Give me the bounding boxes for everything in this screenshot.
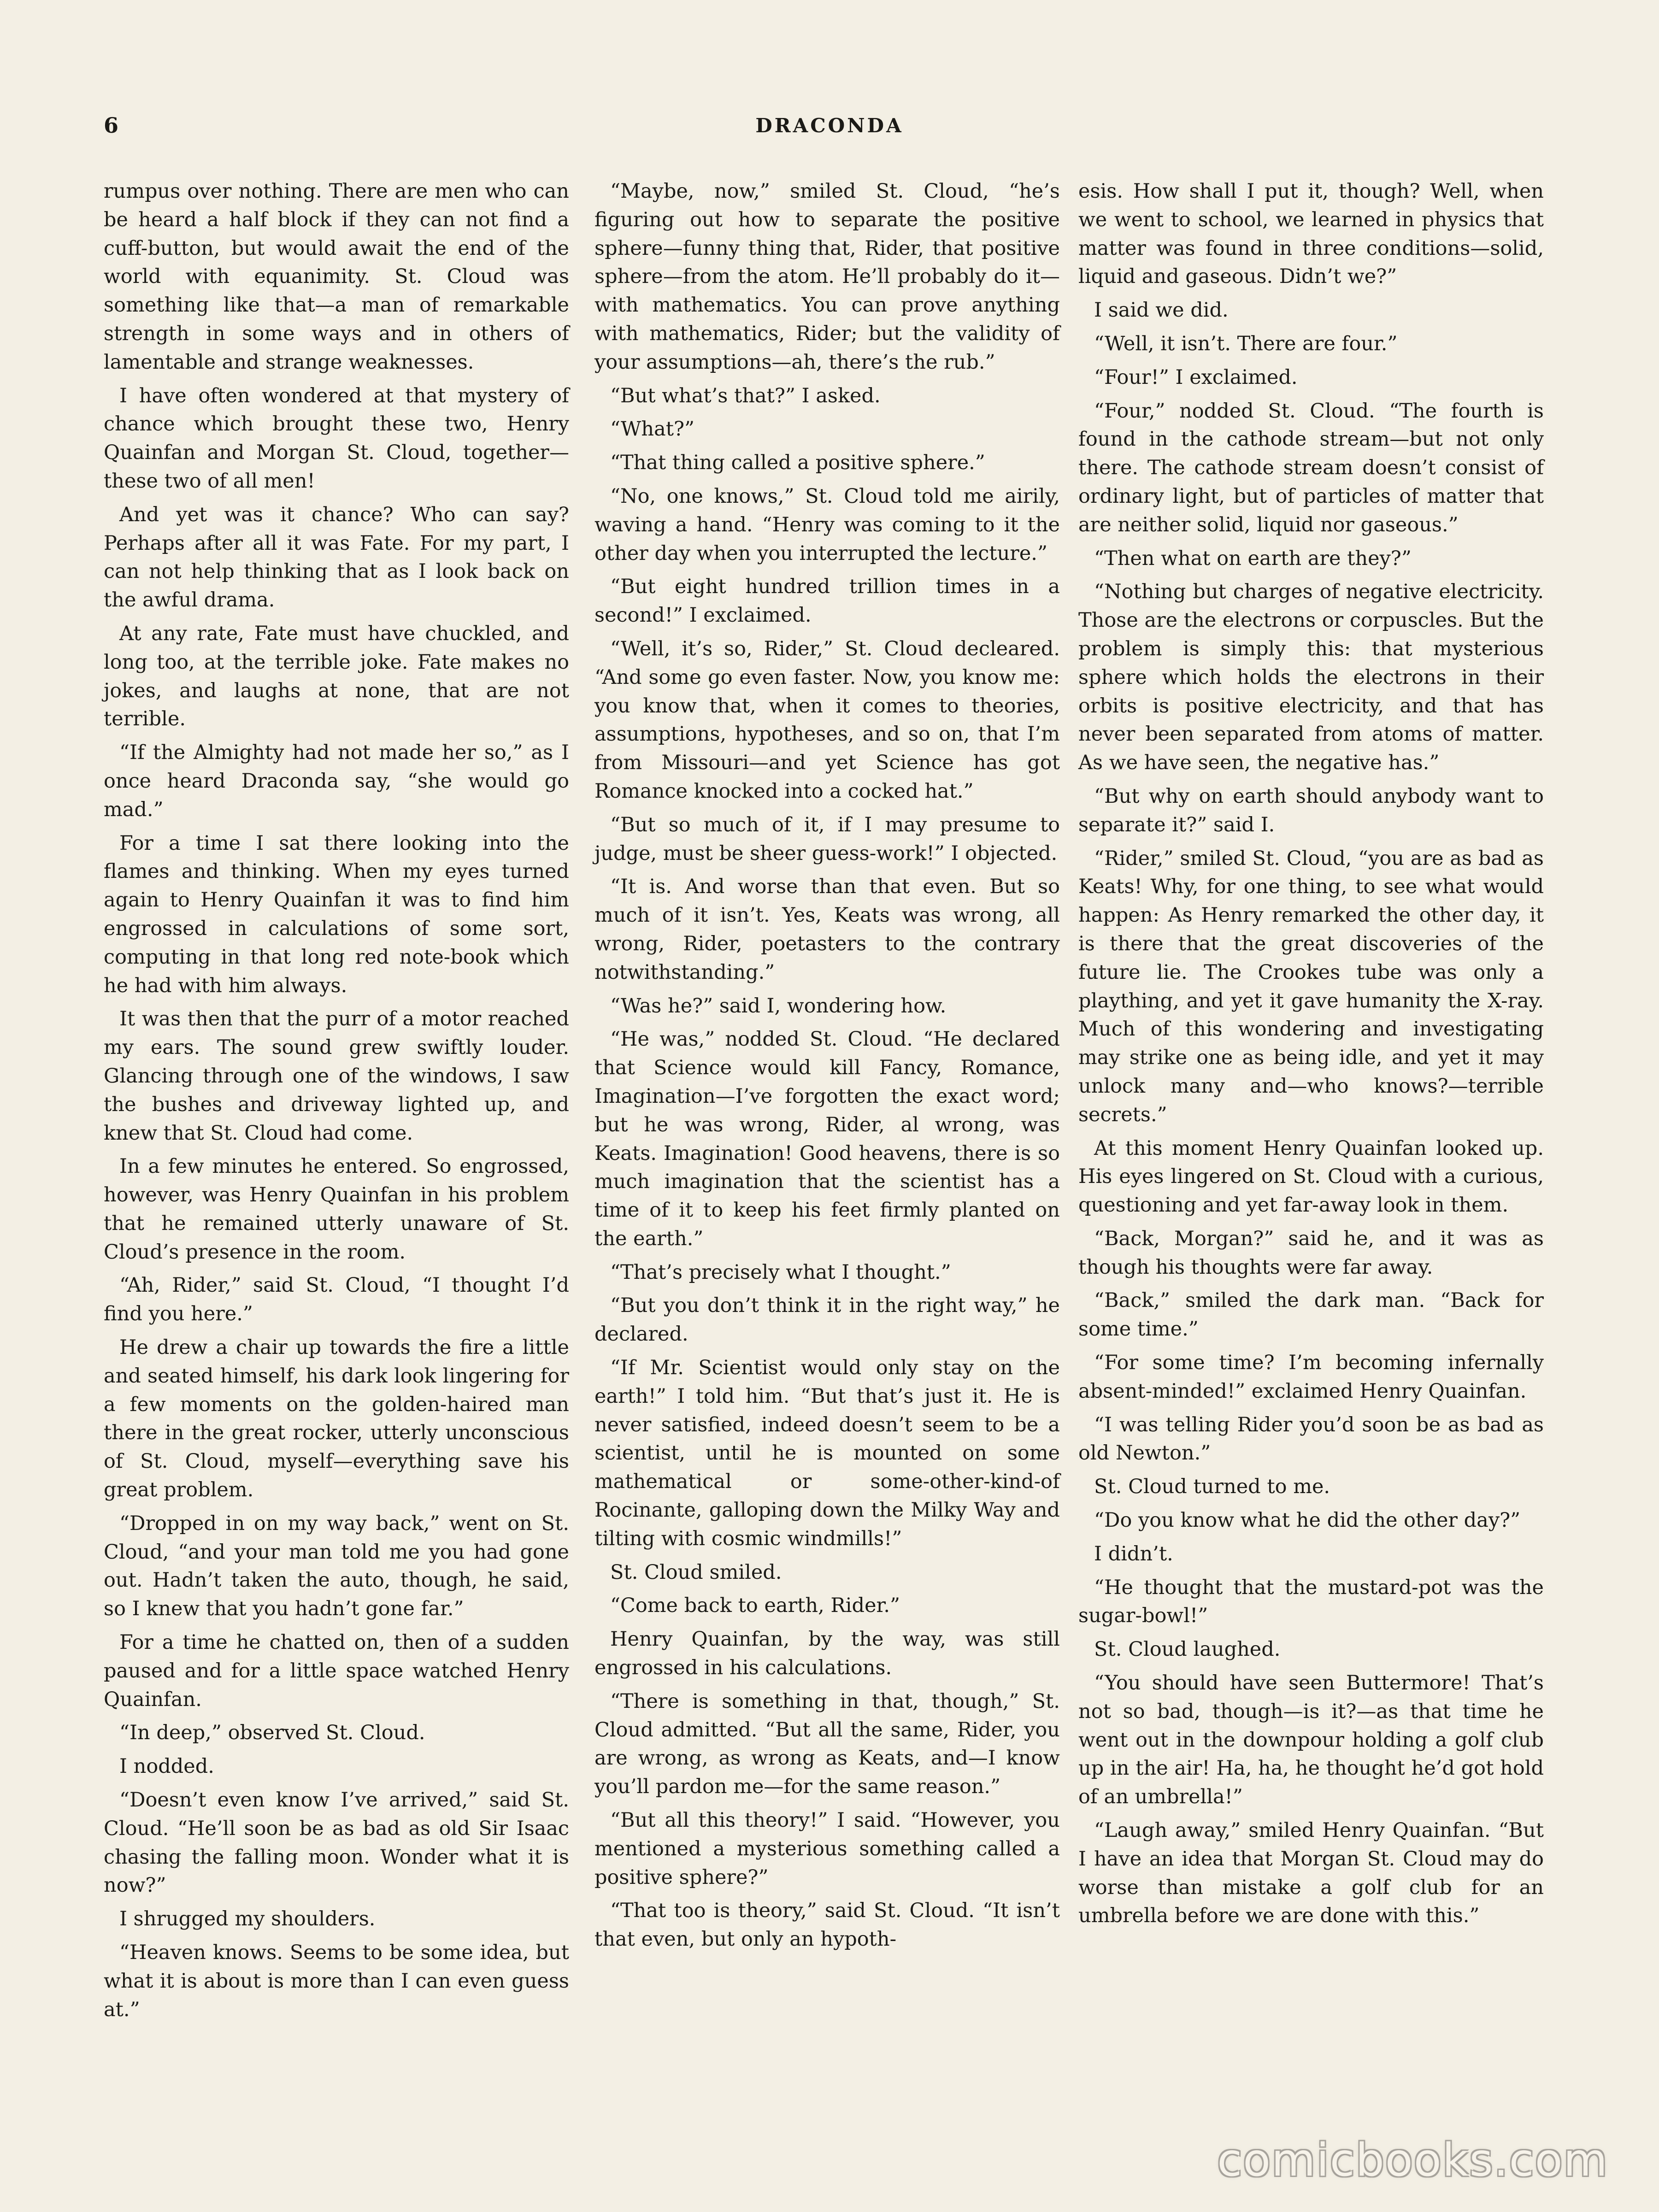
paragraph: “In deep,” observed St. Cloud. [119,1721,425,1745]
paragraph: “Four,” nodded St. Cloud. “The fourth is found in the cathode stream—but not only there. The cathode stream doesn’t consist of ordinary light, but of particles of matter that are neither solid, liquid nor gaseous.” [1078,399,1544,536]
page-number: 6 [104,113,119,138]
paragraph: “Heaven knows. Seems to be some idea, but what it is about is more than I can even guess at.” [104,1941,569,2021]
paragraph: “But why on earth should anybody want to separate it?” said I. [1078,784,1544,836]
paragraph: I said we did. [1094,299,1229,322]
paragraph: “Back, Morgan?” said he, and it was as though his thoughts were far away. [1078,1227,1544,1279]
paragraph: “Then what on earth are they?” [1094,547,1412,570]
paragraph: I didn’t. [1094,1542,1173,1565]
paragraph: For a time he chatted on, then of a sudden paused and for a little space watched Henry Quainfan. [104,1631,569,1711]
paragraph: “Well, it isn’t. There are four.” [1094,332,1398,355]
paragraph: “But you don’t think it in the right way,” he declared. [594,1294,1060,1346]
running-title: DRACONDA [755,114,904,137]
site-watermark: comicbooks.com [1217,2134,1608,2187]
paragraph: “He was,” nodded St. Cloud. “He declared that Science would kill Fancy, Romance, Imagination—I’ve forgotten the exact word; but he was wrong, Rider, al wrong, was Keats. Imagination! Good heavens, there is so much imagination that the scientist has a time of it to keep his feet firmly planted on the earth.” [594,1028,1060,1250]
paragraph: esis. How shall I put it, though? Well, when we went to school, we learned in physics that matter was found in three conditions—solid, liquid and gaseous. Didn’t we?” [1078,180,1544,288]
paragraph: “Maybe, now,” smiled St. Cloud, “he’s figuring out how to separate the positive sphere—funny thing that, Rider, that positive sphere—from the atom. He’ll probably do it—with mathematics. You can prove anything with mathematics, Rider; but the validity of your assumptions—ah, there’s the rub.” [594,180,1060,374]
paragraph: “But so much of it, if I may presume to judge, must be sheer guess-work!” I objected. [594,813,1060,865]
paragraph: “If Mr. Scientist would only stay on the earth!” I told him. “But that’s just it. He is never satisfied, indeed doesn’t seem to be a scientist, until he is mounted on some mathematical or some-other-kind-of Rocinante, galloping down the Milky Way and tilting with cosmic windmills!” [594,1356,1060,1550]
text-column-3 [1078,177,1544,1930]
paragraph: I have often wondered at that mystery of chance which brought these two, Henry Quainfan and Morgan St. Cloud, together—these two of all men! [104,384,569,493]
paragraph: “It is. And worse than that even. But so much of it isn’t. Yes, Keats was wrong, all wrong, Rider, poetasters to the contrary notwithstanding.” [594,875,1060,984]
paragraph: “Nothing but charges of negative electricity. Those are the electrons or corpuscles. But the problem is simply this: that mysterious sphere which holds the electrons in their orbits is positive electricity, and that has never been separated from atoms of matter. As we have seen, the negative has.” [1078,580,1544,775]
paragraph: “Ah, Rider,” said St. Cloud, “I thought I’d find you here.” [104,1274,569,1326]
paragraph: “That’s precisely what I thought.” [610,1260,951,1284]
text-column-2 [594,177,1060,1954]
paragraph: I nodded. [119,1755,214,1778]
paragraph: “No, one knows,” St. Cloud told me airily, waving a hand. “Henry was coming to it the other day when you interrupted the lecture.” [594,484,1060,565]
paragraph: “But eight hundred trillion times in a second!” I exclaimed. [594,575,1060,627]
paragraph: St. Cloud laughed. [1094,1638,1281,1661]
paragraph: It was then that the purr of a motor reached my ears. The sound grew swiftly louder. Glancing through one of the windows, I saw the bushes and driveway lighted up, and knew that St. Cloud had come. [104,1007,569,1145]
paragraph: I shrugged my shoulders. [119,1907,376,1931]
paragraph: “Four!” I exclaimed. [1094,365,1298,389]
paragraph: “But all this theory!” I said. “However, you mentioned a mysterious something called a positive sphere?” [594,1809,1060,1889]
paragraph: St. Cloud turned to me. [1094,1475,1330,1499]
paragraph: “But what’s that?” I asked. [610,384,881,407]
paragraph: In a few minutes he entered. So engrossed, however, was Henry Quainfan in his problem that he remained utterly unaware of St. Cloud’s presence in the room. [104,1155,569,1264]
paragraph: St. Cloud smiled. [610,1560,782,1584]
paragraph: And yet was it chance? Who can say? Perhaps after all it was Fate. For my part, I can not help thinking that as I look back on the awful drama. [104,503,569,612]
paragraph: “He thought that the mustard-pot was the sugar-bowl!” [1078,1576,1544,1628]
paragraph: Henry Quainfan, by the way, was still engrossed in his calculations. [594,1628,1060,1680]
paragraph: “If the Almighty had not made her so,” as I once heard Draconda say, “she would go mad.” [104,741,569,821]
paragraph: “That too is theory,” said St. Cloud. “It isn’t that even, but only an hypoth- [594,1899,1060,1951]
paragraph: “What?” [610,418,695,441]
paragraph: “Come back to earth, Rider.” [610,1594,900,1618]
paragraph: “Back,” smiled the dark man. “Back for some time.” [1078,1289,1544,1341]
paragraph: “I was telling Rider you’d soon be as bad as old Newton.” [1078,1413,1544,1465]
paragraph: “There is something in that, though,” St. Cloud admitted. “But all the same, Rider, you are wrong, as wrong as Keats, and—I know you’ll pardon me—for the same reason.” [594,1689,1060,1799]
paragraph: “Laugh away,” smiled Henry Quainfan. “But I have an idea that Morgan St. Cloud may do worse than mistake a golf club for an umbrella before we are done with this.” [1078,1819,1544,1928]
paragraph: He drew a chair up towards the fire a little and seated himself, his dark look lingering for a few moments on the golden-haired man there in the great rocker, utterly unconscious of St. Cloud, myself—everything save his great problem. [104,1336,569,1502]
paragraph: “You should have seen Buttermore! That’s not so bad, though—is it?—as that time he went out in the downpour holding a golf club up in the air! Ha, ha, he thought he’d got hold of an umbrella!” [1078,1671,1544,1809]
paragraph: “Well, it’s so, Rider,” St. Cloud decleared. “And some go even faster. Now, you know me: you know that, when it comes to theories, assumptions, hypotheses, and so on, that I’m from Missouri—and yet Science has got Romance knocked into a cocked hat.” [594,637,1060,803]
paragraph: “For some time? I’m becoming infernally absent-minded!” exclaimed Henry Quainfan. [1078,1351,1544,1403]
paragraph: “Doesn’t even know I’ve arrived,” said St. Cloud. “He’ll soon be as bad as old Sir Isaac chasing the falling moon. Wonder what it is now?” [104,1788,569,1897]
paragraph: “That thing called a positive sphere.” [610,451,985,475]
paragraph: “Was he?” said I, wondering how. [610,994,947,1018]
paragraph: rumpus over nothing. There are men who can be heard a half block if they can not find a cuff-button, but would await the end of the world with equanimity. St. Cloud was something like that—a man of remarkable strength in some ways and in others of lamentable and strange weaknesses. [104,180,569,374]
text-column-1 [104,177,569,2024]
paragraph: At this moment Henry Quainfan looked up. His eyes lingered on St. Cloud with a curious, questioning and yet far-away look in them. [1078,1136,1544,1217]
paragraph: For a time I sat there looking into the flames and thinking. When my eyes turned again to Henry Quainfan it was to find him engrossed in calculations of some sort, computing in that long red note-book which he had with him always. [104,831,569,997]
paragraph: At any rate, Fate must have chuckled, and long too, at the terrible joke. Fate makes no jokes, and laughs at none, that are not terrible. [104,622,569,731]
paragraph: “Dropped in on my way back,” went on St. Cloud, “and your man told me you had gone out. Hadn’t taken the auto, though, he said, so I knew that you hadn’t gone far.” [104,1512,569,1621]
paragraph: “Rider,” smiled St. Cloud, “you are as bad as Keats! Why, for one thing, to see what would happen: As Henry remarked the other day, it is there that the great discoveries of the future lie. The Crookes tube was only a plaything, and yet it gave humanity the X-ray. Much of this wondering and investigating may strike one as being idle, and yet it may unlock many and—who knows?—terrible secrets.” [1078,847,1544,1126]
paragraph: “Do you know what he did the other day?” [1094,1509,1521,1532]
